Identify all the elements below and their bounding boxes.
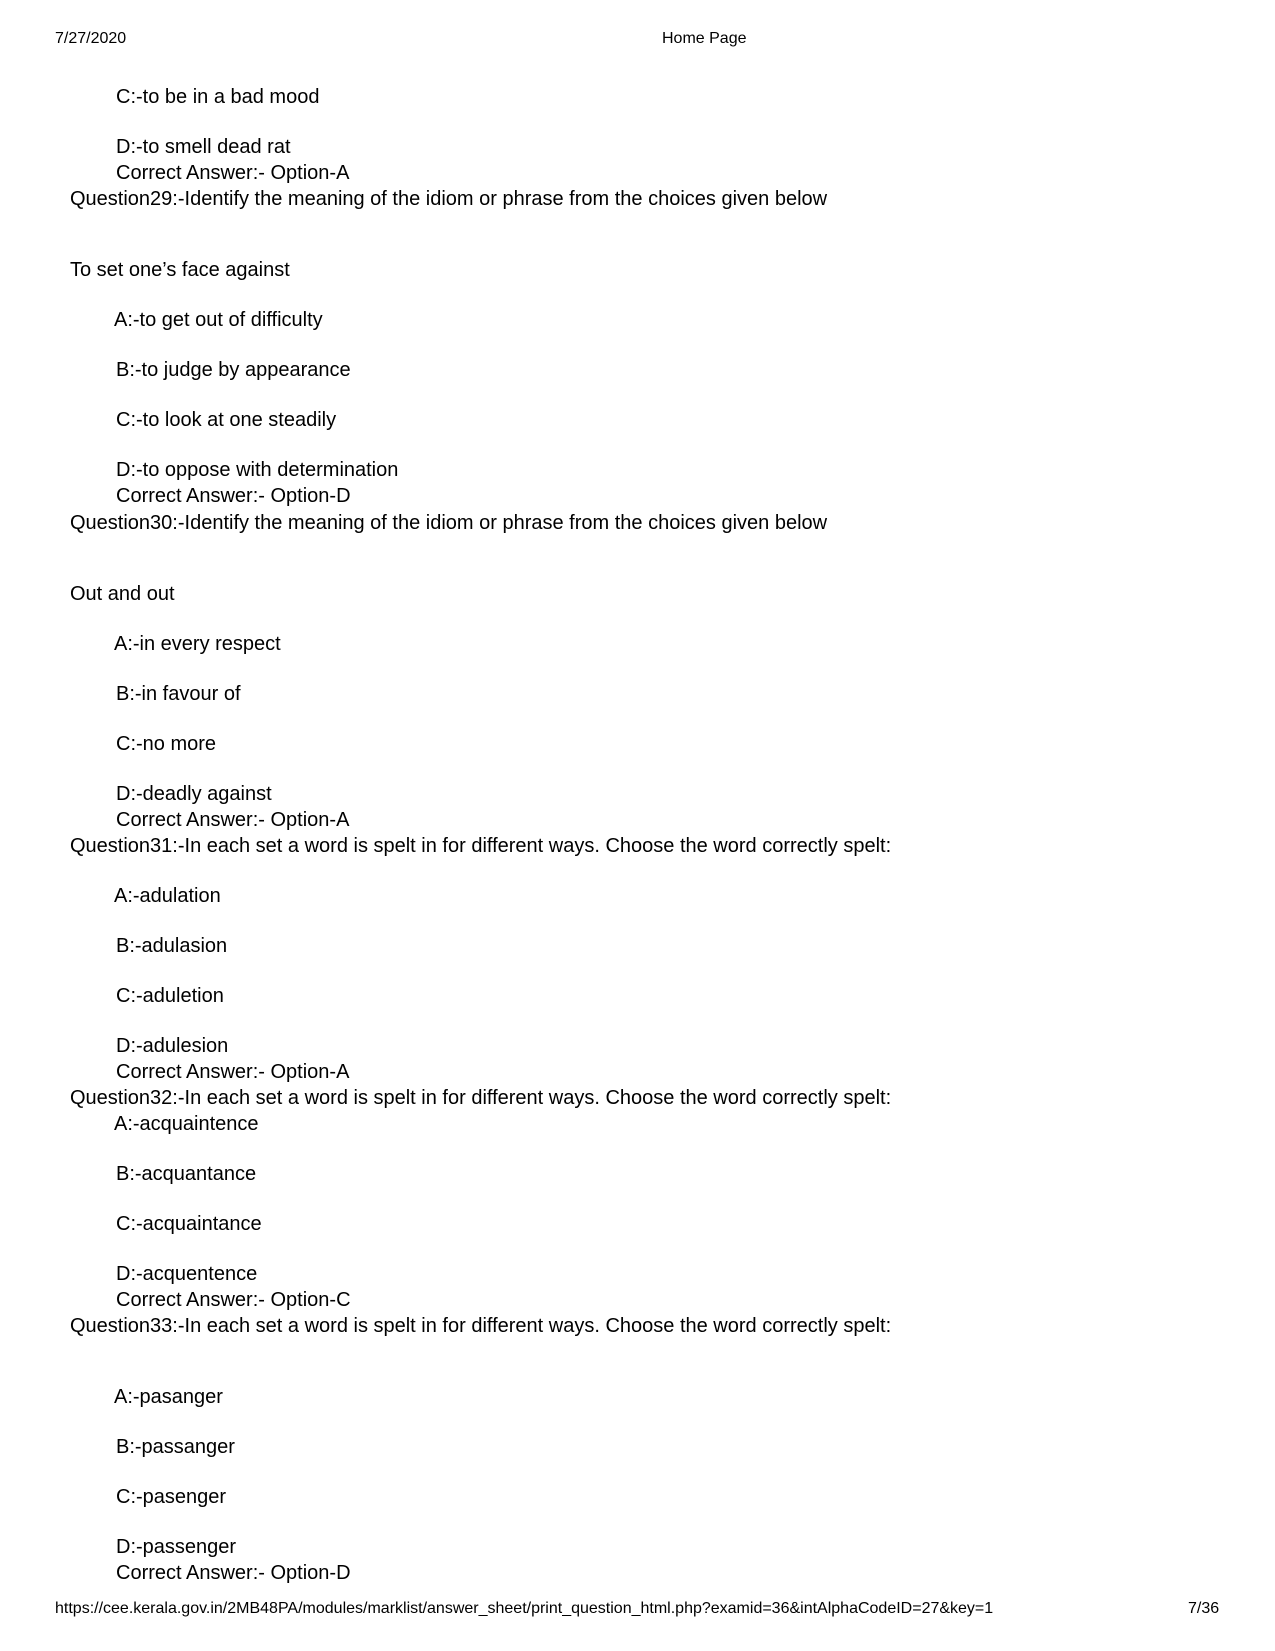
q29-option-d: D:-to oppose with determination <box>116 459 399 481</box>
q30-option-c: C:-no more <box>116 733 217 755</box>
q29-option-a: A:-to get out of difficulty <box>114 309 323 331</box>
q33-option-b: B:-passanger <box>116 1436 235 1458</box>
header-date: 7/27/2020 <box>55 30 127 47</box>
q30-option-b: B:-in favour of <box>116 683 241 705</box>
q31-option-d: D:-adulesion <box>116 1035 229 1057</box>
q28-correct-answer: Correct Answer:- Option-A <box>116 162 350 184</box>
q31-option-a: A:-adulation <box>114 885 221 907</box>
q29-option-c: C:-to look at one steadily <box>116 409 337 431</box>
q33-option-a: A:-pasanger <box>114 1386 223 1408</box>
q29-phrase: To set one’s face against <box>70 259 290 281</box>
q32-option-b: B:-acquantance <box>116 1163 257 1185</box>
q29-option-b: B:-to judge by appearance <box>116 359 351 381</box>
q33-correct-answer: Correct Answer:- Option-D <box>116 1562 351 1584</box>
q31-correct-answer: Correct Answer:- Option-A <box>116 1061 350 1083</box>
q30-question: Question30:-Identify the meaning of the idiom or phrase from the choices given below <box>70 512 828 534</box>
q30-correct-answer: Correct Answer:- Option-A <box>116 809 350 831</box>
page-number: 7/36 <box>1188 1600 1220 1617</box>
q33-option-d: D:-passenger <box>116 1536 237 1558</box>
q30-option-a: A:-in every respect <box>114 633 281 655</box>
q32-question: Question32:-In each set a word is spelt in for different ways. Choose the word correctly spelt: <box>70 1087 892 1109</box>
header-title: Home Page <box>662 30 747 47</box>
q33-question: Question33:-In each set a word is spelt in for different ways. Choose the word correctly spelt: <box>70 1315 892 1337</box>
q33-option-c: C:-pasenger <box>116 1486 227 1508</box>
q32-correct-answer: Correct Answer:- Option-C <box>116 1289 351 1311</box>
q29-question: Question29:-Identify the meaning of the idiom or phrase from the choices given below <box>70 188 828 210</box>
q31-question: Question31:-In each set a word is spelt in for different ways. Choose the word correctly spelt: <box>70 835 892 857</box>
footer-url[interactable]: https://cee.kerala.gov.in/2MB48PA/modules/marklist/answer_sheet/print_question_html.php?examid=36&intAlphaCodeID=27&key=1 <box>55 1600 994 1617</box>
q32-option-c: C:-acquaintance <box>116 1213 262 1235</box>
q30-phrase: Out and out <box>70 583 175 605</box>
q28-option-c: C:-to be in a bad mood <box>116 86 320 108</box>
q32-option-d: D:-acquentence <box>116 1263 258 1285</box>
q30-option-d: D:-deadly against <box>116 783 272 805</box>
q29-correct-answer: Correct Answer:- Option-D <box>116 485 351 507</box>
q28-option-d: D:-to smell dead rat <box>116 136 291 158</box>
q32-option-a: A:-acquaintence <box>114 1113 259 1135</box>
q31-option-b: B:-adulasion <box>116 935 228 957</box>
q31-option-c: C:-aduletion <box>116 985 224 1007</box>
